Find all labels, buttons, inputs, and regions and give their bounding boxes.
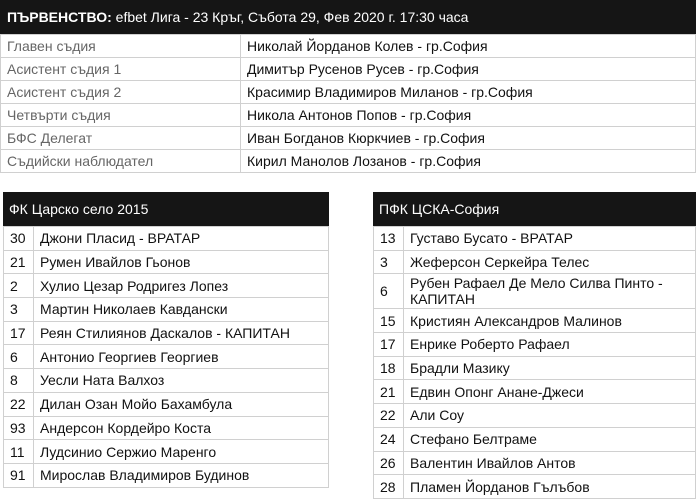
player-name: Мартин Николаев Кавдански xyxy=(34,298,329,322)
player-row xyxy=(374,380,696,404)
player-row xyxy=(374,274,696,309)
player-name: Енрике Роберто Рафаел xyxy=(404,333,696,357)
player-row xyxy=(4,274,329,298)
player-number: 3 xyxy=(374,250,404,274)
player-row xyxy=(374,356,696,380)
official-name: Николай Йорданов Колев - гр.София xyxy=(241,35,696,58)
player-name: Антонио Георгиев Георгиев xyxy=(34,345,329,369)
player-number: 3 xyxy=(4,298,34,322)
player-row xyxy=(374,404,696,428)
player-name: Густаво Бусато - ВРАТАР xyxy=(404,227,696,251)
championship-label: ПЪРВЕНСТВО: xyxy=(7,9,112,25)
player-number: 26 xyxy=(374,451,404,475)
official-row xyxy=(1,35,696,58)
player-number: 22 xyxy=(4,392,34,416)
player-name: Дилан Озан Мойо Бахамбула xyxy=(34,392,329,416)
player-row xyxy=(4,463,329,487)
official-role: Четвърти съдия xyxy=(1,104,241,127)
official-row xyxy=(1,58,696,81)
player-row xyxy=(374,309,696,333)
player-name: Жеферсон Серкейра Телес xyxy=(404,250,696,274)
home-roster-table xyxy=(3,226,329,488)
player-name: Стефано Белтраме xyxy=(404,427,696,451)
official-role: Асистент съдия 2 xyxy=(1,81,241,104)
official-name: Димитър Русенов Русев - гр.София xyxy=(241,58,696,81)
player-number: 21 xyxy=(4,250,34,274)
official-name: Кирил Манолов Лозанов - гр.София xyxy=(241,150,696,173)
player-number: 30 xyxy=(4,227,34,251)
player-row xyxy=(4,321,329,345)
player-row xyxy=(4,416,329,440)
player-name: Андерсон Кордейро Коста xyxy=(34,416,329,440)
player-row xyxy=(374,475,696,499)
player-name: Рубен Рафаел Де Мело Силва Пинто - КАПИТАН xyxy=(404,274,696,309)
player-row xyxy=(4,345,329,369)
player-row xyxy=(374,451,696,475)
away-roster-table xyxy=(373,226,696,499)
player-row xyxy=(4,227,329,251)
player-name: Пламен Йорданов Гълъбов xyxy=(404,475,696,499)
player-name: Брадли Мазику xyxy=(404,356,696,380)
home-team-lineup xyxy=(3,192,329,488)
player-number: 93 xyxy=(4,416,34,440)
player-row xyxy=(374,250,696,274)
official-row xyxy=(1,127,696,150)
home-team-name: ФК Царско село 2015 xyxy=(3,192,329,226)
player-number: 13 xyxy=(374,227,404,251)
player-number: 21 xyxy=(374,380,404,404)
player-number: 18 xyxy=(374,356,404,380)
player-name: Румен Ивайлов Гьонов xyxy=(34,250,329,274)
official-name: Никола Антонов Попов - гр.София xyxy=(241,104,696,127)
player-number: 6 xyxy=(4,345,34,369)
player-number: 6 xyxy=(374,274,404,309)
official-row xyxy=(1,150,696,173)
player-number: 8 xyxy=(4,369,34,393)
player-number: 24 xyxy=(374,427,404,451)
player-name: Реян Стилиянов Даскалов - КАПИТАН xyxy=(34,321,329,345)
player-name: Едвин Опонг Анане-Джеси xyxy=(404,380,696,404)
player-row xyxy=(374,333,696,357)
away-team-lineup xyxy=(373,192,696,499)
official-row xyxy=(1,104,696,127)
official-row xyxy=(1,81,696,104)
player-number: 11 xyxy=(4,440,34,464)
player-name: Кристиян Александров Малинов xyxy=(404,309,696,333)
official-role: Асистент съдия 1 xyxy=(1,58,241,81)
player-number: 15 xyxy=(374,309,404,333)
player-row xyxy=(4,369,329,393)
player-row xyxy=(4,250,329,274)
match-details: efbet Лига - 23 Кръг, Събота 29, Фев 2020 г. 17:30 часа xyxy=(111,9,469,25)
player-number: 91 xyxy=(4,463,34,487)
player-name: Хулио Цезар Родригез Лопез xyxy=(34,274,329,298)
away-team-name: ПФК ЦСКА-София xyxy=(373,192,696,226)
player-name: Джони Пласид - ВРАТАР xyxy=(34,227,329,251)
player-row xyxy=(4,298,329,322)
official-name: Красимир Владимиров Миланов - гр.София xyxy=(241,81,696,104)
player-name: Лудсинио Сержио Маренго xyxy=(34,440,329,464)
player-number: 22 xyxy=(374,404,404,428)
player-row xyxy=(374,227,696,251)
player-number: 28 xyxy=(374,475,404,499)
officials-table xyxy=(0,34,696,173)
match-header xyxy=(0,0,696,34)
player-name: Уесли Ната Валхоз xyxy=(34,369,329,393)
player-name: Али Соу xyxy=(404,404,696,428)
player-row xyxy=(4,392,329,416)
official-name: Иван Богданов Кюркчиев - гр.София xyxy=(241,127,696,150)
official-role: Съдийски наблюдател xyxy=(1,150,241,173)
official-role: Главен съдия xyxy=(1,35,241,58)
player-name: Мирослав Владимиров Будинов xyxy=(34,463,329,487)
official-role: БФС Делегат xyxy=(1,127,241,150)
player-row xyxy=(374,427,696,451)
player-number: 17 xyxy=(374,333,404,357)
player-row xyxy=(4,440,329,464)
player-number: 2 xyxy=(4,274,34,298)
player-number: 17 xyxy=(4,321,34,345)
player-name: Валентин Ивайлов Антов xyxy=(404,451,696,475)
